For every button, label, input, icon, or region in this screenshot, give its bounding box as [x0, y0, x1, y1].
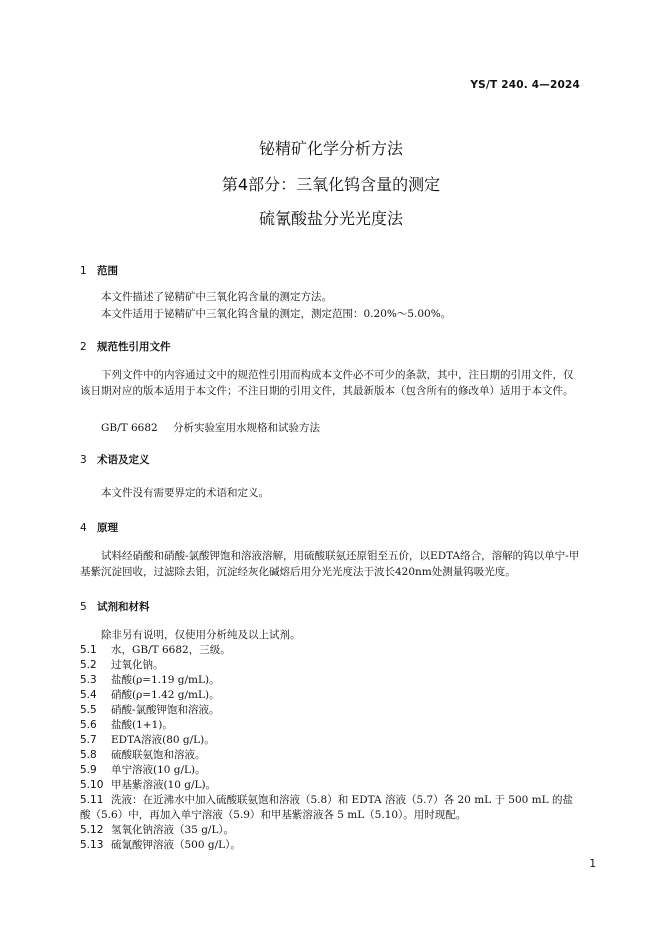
item-text: 单宁溶液(10 g/L)。	[111, 764, 206, 776]
item-number: 5.12	[80, 824, 104, 836]
item-number: 5.5	[80, 704, 97, 716]
paragraph: 除非另有说明，仅使用分析纯及以上试剂。	[101, 629, 301, 641]
section-number: 1	[80, 265, 87, 277]
item-text: 硫酸联氨饱和溶液。	[111, 749, 206, 761]
item-number: 5.10	[80, 779, 104, 791]
reference-title: 分析实验室用水规格和试验方法	[173, 422, 320, 434]
document-title-line-3: 硫氰酸盐分光光度法	[258, 209, 403, 228]
item-text: 盐酸(1+1)。	[111, 719, 173, 731]
list-item	[80, 763, 582, 778]
list-item	[80, 688, 582, 703]
item-number: 5.13	[80, 839, 104, 851]
item-number: 5.2	[80, 659, 97, 671]
item-text: 过氧化钠。	[111, 659, 164, 671]
list-item	[80, 838, 582, 853]
item-number: 5.4	[80, 689, 97, 701]
section-title: 原理	[97, 522, 118, 534]
item-text: 甲基紫溶液(10 g/L)。	[111, 779, 217, 791]
list-item	[80, 643, 582, 658]
item-text: 水，GB/T 6682，三级。	[111, 644, 231, 656]
item-number: 5.9	[80, 764, 97, 776]
paragraph: 试料经硝酸和硝酸-氯酸钾饱和溶液溶解，用硫酸联氨还原钼至五价，以EDTA络合，溶解的钨以单宁-甲基紫沉淀回收，过滤除去钼，沉淀经灰化碱熔后用分光光度法于波长420nm处测量钨吸光度。	[80, 550, 580, 578]
section-number: 2	[80, 341, 87, 353]
paragraph: 本文件没有需要界定的术语和定义。	[101, 487, 269, 499]
document-title-line-1: 铋精矿化学分析方法	[258, 139, 403, 158]
item-text: 硫氰酸钾溶液（500 g/L）。	[111, 839, 241, 851]
reference-code: GB/T 6682	[101, 422, 158, 434]
section-title: 术语及定义	[97, 454, 150, 466]
list-item	[80, 718, 582, 733]
paragraph: 本文件适用于铋精矿中三氧化钨含量的测定，测定范围：0.20%～5.00%。	[101, 308, 452, 320]
page-number: 1	[589, 858, 596, 870]
list-item	[80, 778, 582, 793]
section-4-heading	[80, 520, 118, 535]
item-number: 5.3	[80, 674, 97, 686]
section-2-heading	[80, 339, 171, 354]
item-number: 5.1	[80, 644, 97, 656]
item-text: 硝酸(ρ=1.42 g/mL)。	[111, 689, 220, 701]
section-number: 4	[80, 522, 87, 534]
section-number: 5	[80, 601, 87, 613]
list-item	[80, 748, 582, 763]
paragraph: 下列文件中的内容通过文中的规范性引用而构成本文件必不可少的条款，其中，注日期的引用文件，仅该日期对应的版本适用于本文件；不注日期的引用文件，其最新版本（包含所有的修改单）适用于本文件。	[80, 369, 574, 397]
item-text: 氢氧化钠溶液（35 g/L）。	[111, 824, 235, 836]
list-item	[80, 673, 582, 688]
item-text: 盐酸(ρ=1.19 g/mL)。	[111, 674, 220, 686]
section-title: 规范性引用文件	[97, 341, 171, 353]
item-text: EDTA溶液(80 g/L)。	[111, 734, 215, 746]
list-item	[80, 703, 582, 718]
item-text: 洗液：在近沸水中加入硫酸联氨饱和溶液（5.8）和 EDTA 溶液（5.7）各 20 mL 于 500 mL 的盐酸（5.6）中，再加入单宁溶液（5.9）和甲基紫溶液各 5 mL（5.10）。用时现配。	[80, 794, 573, 821]
document-title-line-2: 第4部分：三氧化钨含量的测定	[221, 175, 441, 194]
section-title: 试剂和材料	[97, 601, 150, 613]
list-item	[80, 658, 582, 673]
normative-reference	[101, 420, 320, 435]
section-number: 3	[80, 454, 87, 466]
item-text: 硝酸-氯酸钾饱和溶液。	[111, 704, 220, 716]
item-number: 5.8	[80, 749, 97, 761]
list-item	[80, 823, 582, 838]
item-number: 5.6	[80, 719, 97, 731]
standard-number: YS/T 240. 4—2024	[470, 79, 580, 91]
list-item	[80, 793, 582, 823]
section-5-heading	[80, 599, 150, 614]
section-1-heading	[80, 263, 118, 278]
item-number: 5.7	[80, 734, 97, 746]
section-title: 范围	[97, 265, 118, 277]
section-3-heading	[80, 452, 150, 467]
item-number: 5.11	[80, 794, 104, 806]
list-item	[80, 733, 582, 748]
paragraph: 本文件描述了铋精矿中三氧化钨含量的测定方法。	[101, 291, 332, 303]
